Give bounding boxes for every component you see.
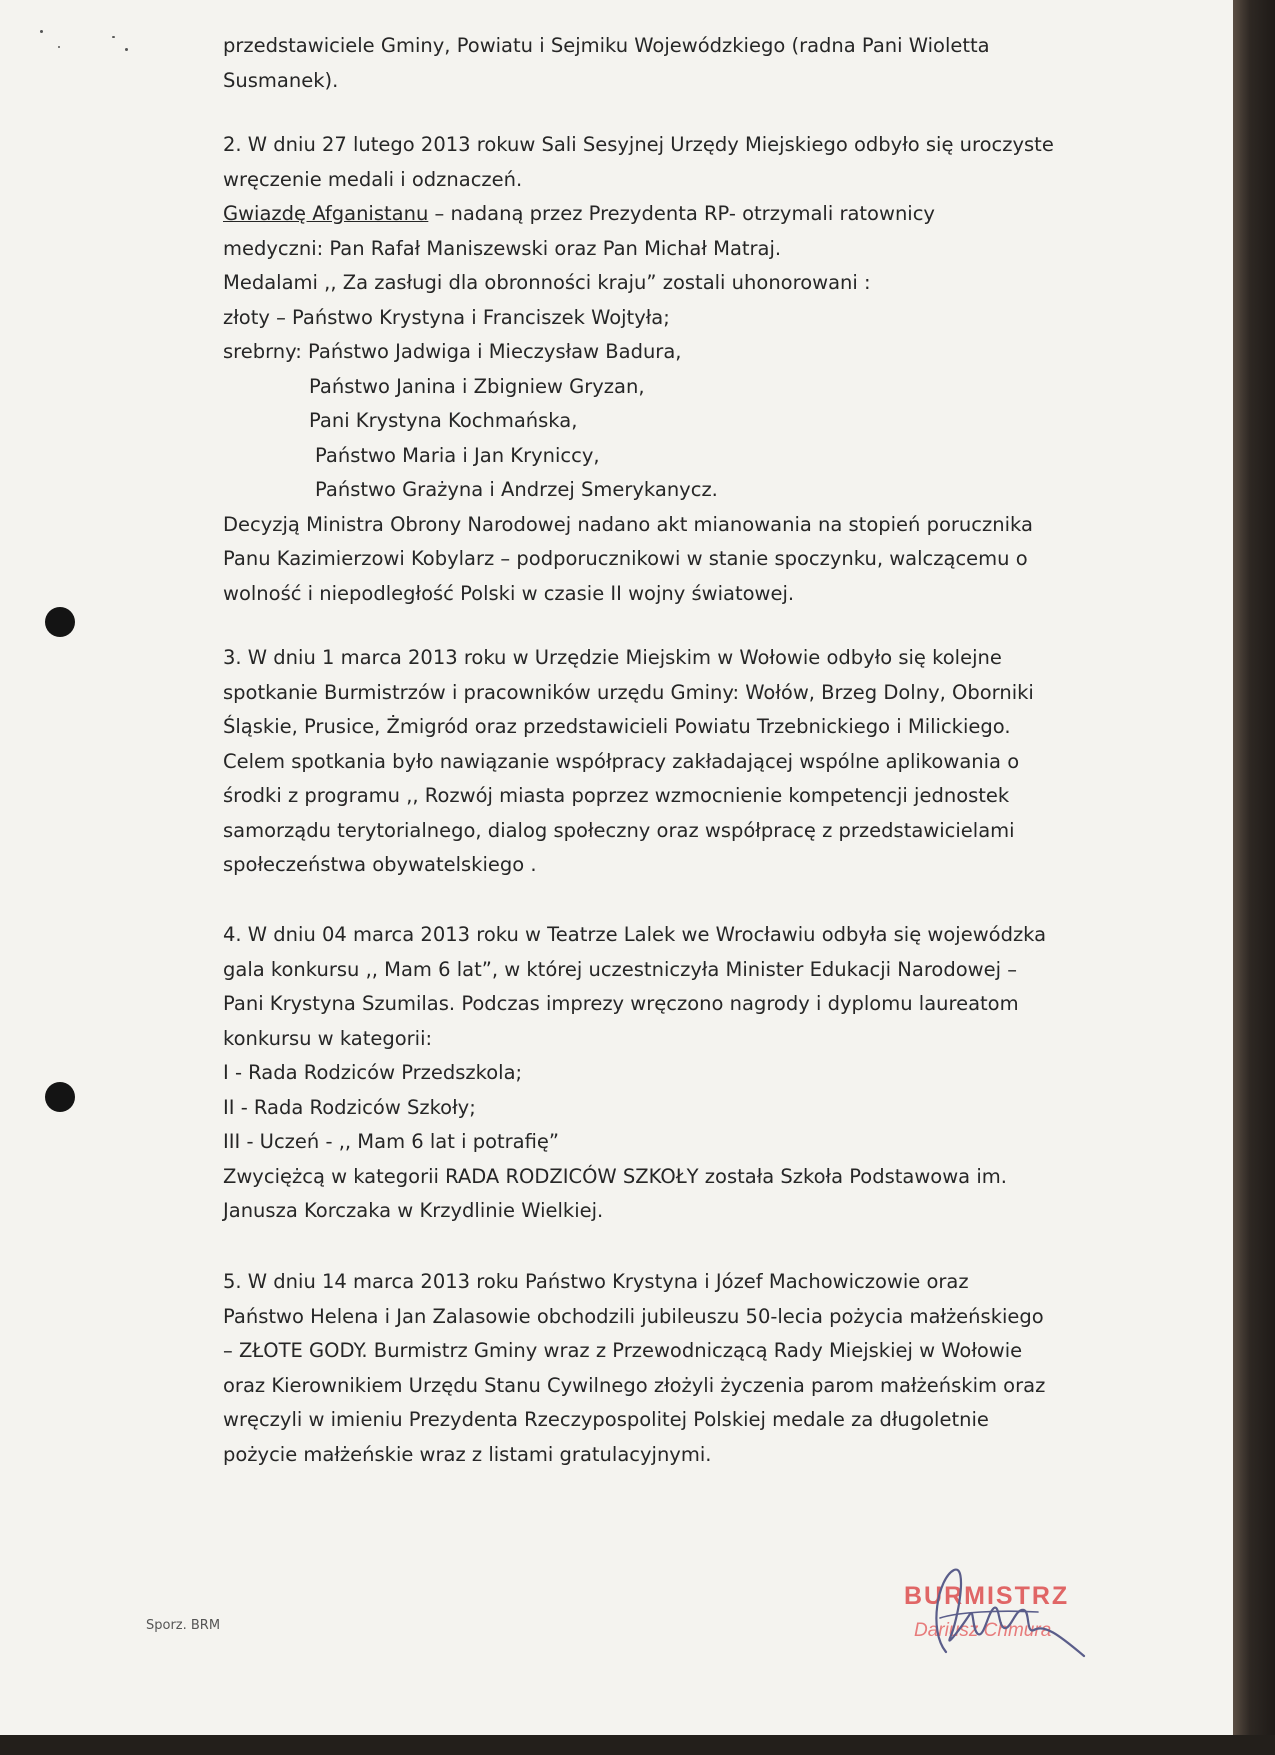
text-line: – ZŁOTE GODY. Burmistrz Gminy wraz z Przewodniczącą Rady Miejskiej w Wołowie [223,1339,1023,1362]
text-line: 4. W dniu 04 marca 2013 roku w Teatrze Lalek we Wrocławiu odbyła się wojewódzka [223,923,1047,946]
text-line: pożycie małżeńskie wraz z listami gratulacyjnymi. [223,1442,712,1466]
scan-border-right [1233,0,1275,1755]
text-line: medyczni: Pan Rafał Maniszewski oraz Pan Michał Matraj. [223,236,782,260]
text-line: Pani Krystyna Szumilas. Podczas imprezy wręczono nagrody i dyplomu laureatom [223,992,1019,1015]
text-line: wręczenie medali i odznaczeń. [223,167,523,191]
text-line: złoty – Państwo Krystyna i Franciszek Wojtyła; [223,305,670,329]
text-line: Celem spotkania było nawiązanie współpracy zakładającej wspólne aplikowania o [223,749,1020,773]
text-line [223,197,1093,232]
underlined-phrase: Gwiazdę Afganistanu [223,202,429,225]
paragraph-continuation [223,29,1093,98]
text-line: oraz Kierownikiem Urzędu Stanu Cywilnego złożyli życzenia parom małżeńskim oraz [223,1373,1046,1397]
prepared-by-note: Sporz. BRM [146,1618,221,1633]
text-line: Janusza Korczaka w Krzydlinie Wielkiej. [223,1199,604,1222]
scan-speck [58,46,60,48]
text-line: wolność i niepodległość Polski w czasie II wojny światowej. [223,581,795,605]
stamp-name: Dariusz Chmura [914,1620,1052,1641]
text-line: Śląskie, Prusice, Żmigród oraz przedstawicieli Powiatu Trzebnickiego i Milickiego. [223,715,1011,738]
scan-border-bottom [0,1735,1275,1755]
text-line: I - Rada Rodziców Przedszkola; [223,1061,523,1084]
text-line: Państwo Grażyna i Andrzej Smerykanycz. [315,478,718,501]
text-line: 5. W dniu 14 marca 2013 roku Państwo Krystyna i Józef Machowiczowie oraz [223,1270,969,1293]
text-line: Zwyciężcą w kategorii RADA RODZICÓW SZKOŁY została Szkoła Podstawowa im. [223,1164,1007,1188]
text-line: srebrny: Państwo Jadwiga i Mieczysław Badura, [223,340,682,363]
text-line: Panu Kazimierzowi Kobylarz – podporucznikowi w stanie spoczynku, walczącemu o [223,547,1028,570]
text-line: 3. W dniu 1 marca 2013 roku w Urzędzie Miejskim w Wołowie odbyło się kolejne [223,646,1002,669]
text-line: wręczyli w imieniu Prezydenta Rzeczypospolitej Polskiej medale za długoletnie [223,1408,989,1431]
signature-icon [888,1560,1118,1670]
scan-speck [125,48,128,51]
punch-hole-top [45,607,75,637]
text-line: Państwo Janina i Zbigniew Gryzan, [309,374,645,398]
text-line: Decyzją Ministra Obrony Narodowej nadano akt mianowania na stopień porucznika [223,512,1033,536]
text-line: środki z programu ,, Rozwój miasta poprzez wzmocnienie kompetencji jednostek [223,784,1010,807]
text-line: samorządu terytorialnego, dialog społeczny oraz współpracę z przedstawicielami [223,818,1015,842]
paragraph-item-3 [223,641,1093,883]
paragraph-item-5 [223,1265,1093,1472]
scan-speck [112,36,115,38]
text-line: społeczeństwa obywatelskiego . [223,853,537,876]
text-line: konkursu w kategorii: [223,1026,433,1050]
scan-speck [40,30,43,33]
text-line: 2. W dniu 27 lutego 2013 rokuw Sali Sesyjnej Urzędy Miejskiego odbyło się uroczyste [223,133,1054,156]
text-line: spotkanie Burmistrzów i pracowników urzędu Gminy: Wołów, Brzeg Dolny, Oborniki [223,680,1034,704]
text-line: Medalami ,, Za zasługi dla obronności kraju” zostali uhonorowani : [223,271,871,294]
stamp-title: BURMISTRZ [904,1582,1070,1610]
text-line: II - Rada Rodziców Szkoły; [223,1095,476,1119]
punch-hole-bottom [45,1082,75,1112]
text-line: III - Uczeń - ,, Mam 6 lat i potrafię” [223,1130,560,1153]
mayor-stamp [888,1560,1118,1670]
text-line: Pani Krystyna Kochmańska, [309,409,578,432]
paragraph-item-2 [223,128,1093,611]
text-line: Państwo Maria i Jan Kryniccy, [315,443,600,467]
text-line: gala konkursu ,, Mam 6 lat”, w której uczestniczyła Minister Edukacji Narodowej – [223,957,1017,981]
text-fragment: – nadaną przez Prezydenta RP- otrzymali ratownicy [428,202,935,225]
text-line: Susmanek). [223,68,339,92]
text-line: Państwo Helena i Jan Zalasowie obchodzili jubileuszu 50-lecia pożycia małżeńskiego [223,1304,1044,1328]
paragraph-item-4 [223,918,1093,1229]
text-line: przedstawiciele Gminy, Powiatu i Sejmiku Wojewódzkiego (radna Pani Wioletta [223,34,990,57]
